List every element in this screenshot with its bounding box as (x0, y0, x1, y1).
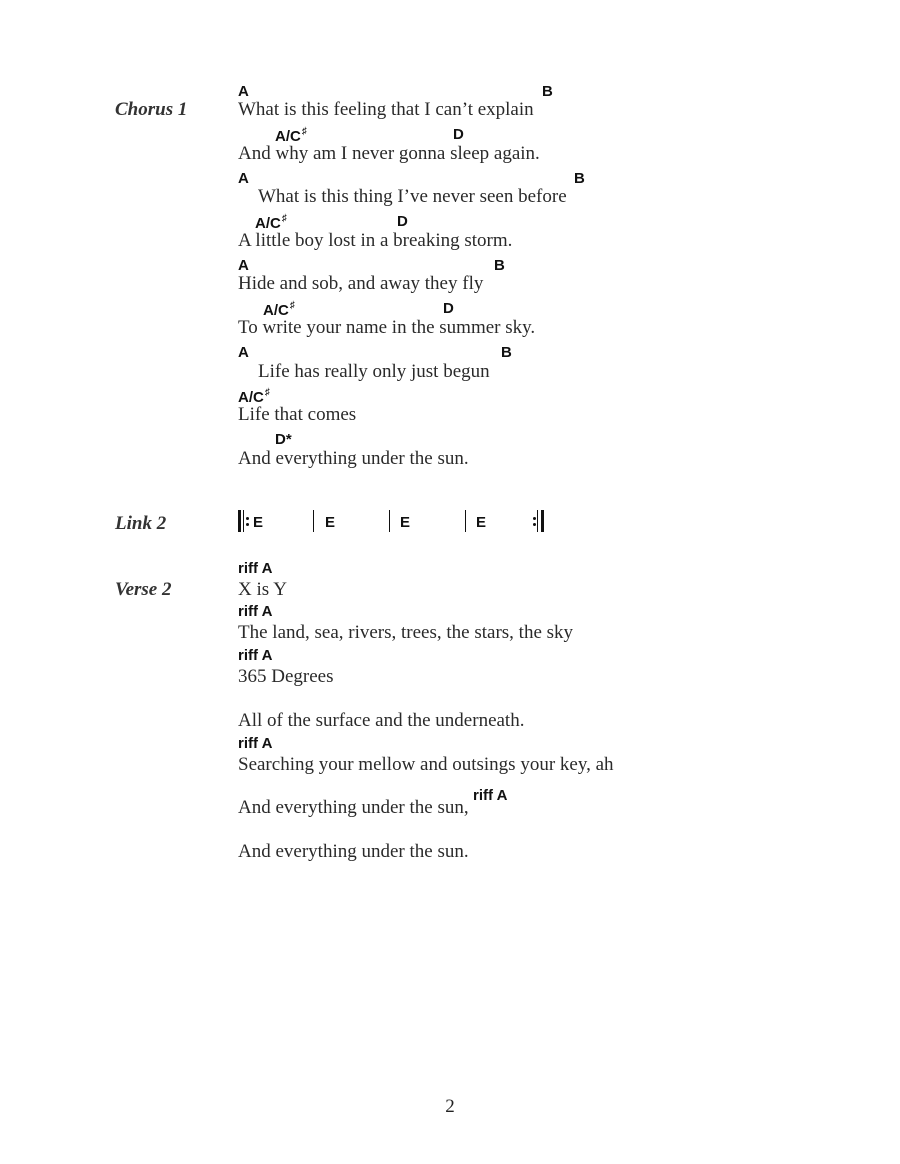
measure-chord: E (476, 514, 487, 531)
chord-name: A/C (263, 302, 289, 319)
chord: B (542, 83, 553, 100)
riff-marker: riff A (238, 603, 273, 620)
riff-marker: riff A (473, 787, 508, 804)
lyric-line: What is this feeling that I can’t explain (238, 99, 534, 120)
chord: A (238, 170, 249, 187)
chord: D (443, 300, 454, 317)
page-number: 2 (445, 1096, 455, 1117)
barline (313, 510, 314, 532)
lyric-line: Life has really only just begun (258, 361, 490, 382)
lyric-line: Hide and sob, and away they fly (238, 273, 484, 294)
chord: B (574, 170, 585, 187)
riff-marker: riff A (238, 560, 273, 577)
lyric-line: 365 Degrees (238, 666, 334, 687)
chord: A (238, 344, 249, 361)
lyric-line: And why am I never gonna sleep again. (238, 143, 540, 164)
section-label-chorus-1: Chorus 1 (115, 99, 188, 120)
chord: D (453, 126, 464, 143)
barline (465, 510, 466, 532)
lyric-line: A little boy lost in a breaking storm. (238, 230, 513, 251)
chord: A (238, 257, 249, 274)
chord: D* (275, 431, 292, 448)
chord-name: A/C (255, 215, 281, 232)
chord: B (494, 257, 505, 274)
lyric-line: And everything under the sun. (238, 841, 469, 862)
lyric-line: And everything under the sun. (238, 448, 469, 469)
chord: B (501, 344, 512, 361)
section-label-link-2: Link 2 (115, 513, 167, 534)
lyric-line: X is Y (238, 579, 287, 600)
barline (389, 510, 390, 532)
lyric-line: The land, sea, rivers, trees, the stars, the sky (238, 622, 574, 643)
chord-name: A/C (238, 389, 264, 406)
lyric-line: To write your name in the summer sky. (238, 317, 536, 338)
lyric-line: What is this thing I’ve never seen before (258, 186, 567, 207)
riff-marker: riff A (238, 735, 273, 752)
chord: D (397, 213, 408, 230)
repeat-end-barline (533, 510, 545, 532)
measure-chord: E (253, 514, 264, 531)
sharp-icon: ♯ (264, 387, 270, 398)
sharp-icon: ♯ (289, 300, 295, 311)
measure-chord: E (325, 514, 336, 531)
riff-marker: riff A (238, 647, 273, 664)
lyric-line: And everything under the sun, (238, 797, 469, 818)
section-label-verse-2: Verse 2 (115, 579, 172, 600)
lyric-line: All of the surface and the underneath. (238, 710, 525, 731)
sharp-icon: ♯ (281, 213, 287, 224)
lyric-line: Life that comes (238, 404, 357, 425)
sharp-icon: ♯ (301, 126, 307, 137)
chord-name: A/C (275, 128, 301, 145)
lyric-line: Searching your mellow and outsings your key, ah (238, 754, 614, 775)
chord: A (238, 83, 249, 100)
repeat-start-barline (238, 510, 250, 532)
measure-chord: E (400, 514, 411, 531)
